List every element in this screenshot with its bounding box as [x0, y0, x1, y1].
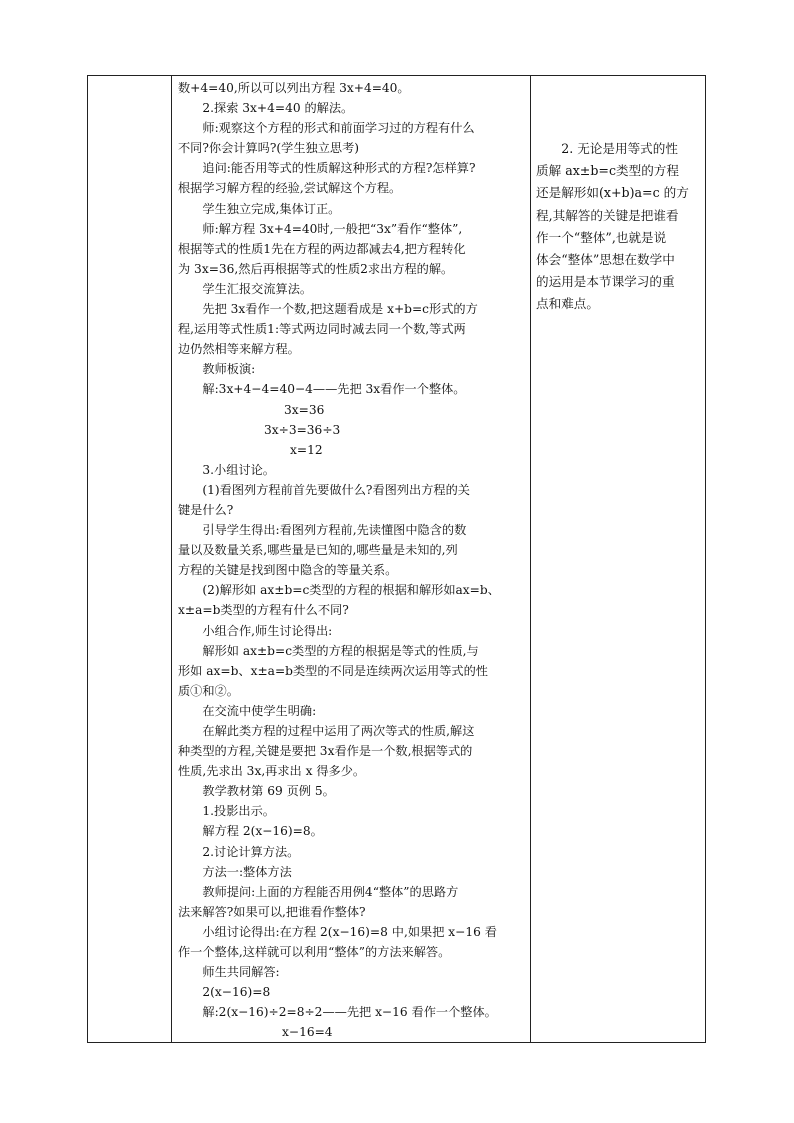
text-line: 性质,先求出 3x,再求出 x 得多少。 — [178, 764, 366, 779]
text-line: 小组讨论得出:在方程 2(x−16)=8 中,如果把 x−16 看 — [202, 924, 497, 939]
teaching-process-cell — [178, 78, 530, 1043]
text-line: 在解此类方程的过程中运用了两次等式的性质,解这 — [202, 724, 475, 738]
note-line: 2. 无论是用等式的性 — [561, 141, 678, 156]
text-line: 解方程 2(x−16)=8。 — [202, 824, 323, 839]
text-line: x±a=b类型的方程有什么不同? — [178, 603, 349, 618]
note-line: 点和难点。 — [536, 296, 599, 312]
equation-line: 3x=36 — [284, 402, 325, 417]
design-intent-cell — [536, 138, 700, 316]
text-line: 学生汇报交流算法。 — [202, 281, 313, 296]
column-divider-right — [530, 76, 531, 1042]
text-line: 作一个整体,这样就可以利用“整体”的方法来解答。 — [178, 945, 451, 960]
text-line: 根据学习解方程的经验,尝试解这个方程。 — [178, 181, 402, 196]
text-line: 教学教材第 69 页例 5。 — [202, 784, 335, 799]
text-line: 解:2(x−16)÷2=8÷2——先把 x−16 看作一个整体。 — [202, 1005, 497, 1020]
text-line: 小组合作,师生讨论得出: — [202, 623, 333, 638]
lesson-table — [87, 75, 706, 1043]
text-line: 根据等式的性质1先在方程的两边都减去4,把方程转化 — [178, 241, 466, 256]
text-line: 边仍然相等来解方程。 — [178, 342, 300, 357]
equation-line: x−16=4 — [282, 1025, 333, 1040]
text-line: 形如 ax=b、x±a=b类型的不同是连续两次运用等式的性 — [178, 663, 488, 678]
equation-line: x=12 — [290, 442, 323, 457]
note-line: 作一个“整体”,也就是说 — [536, 229, 667, 245]
text-line: 追问:能否用等式的性质解这种形式的方程?怎样算? — [202, 161, 476, 176]
text-line: 1.投影出示。 — [202, 804, 275, 819]
column-divider-left — [171, 76, 172, 1042]
text-line: 师生共同解答: — [202, 965, 280, 980]
text-line: 法来解答?如果可以,把谁看作整体? — [178, 904, 366, 919]
text-line: 2(x−16)=8 — [202, 985, 271, 1000]
text-line: 数+4=40,所以可以列出方程 3x+4=40。 — [178, 81, 410, 95]
text-line: 2.探索 3x+4=40 的解法。 — [202, 101, 354, 116]
text-line: 程,运用等式性质1:等式两边同时减去同一个数,等式两 — [178, 322, 466, 337]
text-line: 种类型的方程,关键是要把 3x看作是一个数,根据等式的 — [178, 744, 473, 759]
text-line: 为 3x=36,然后再根据等式的性质2求出方程的解。 — [178, 261, 454, 276]
equation-line: 3x÷3=36÷3 — [264, 422, 341, 437]
text-line: 教师提问:上面的方程能否用例4“整体”的思路方 — [202, 884, 459, 899]
text-line: 解:3x+4−4=40−4——先把 3x看作一个整体。 — [202, 382, 466, 397]
text-line: 学生独立完成,集体订正。 — [202, 201, 341, 216]
text-line: 师:解方程 3x+4=40时,一般把“3x”看作“整体”, — [202, 221, 463, 236]
text-line: (2)解形如 ax±b=c类型的方程的根据和解形如ax=b、 — [202, 583, 500, 598]
text-line: 解形如 ax±b=c类型的方程的根据是等式的性质,与 — [202, 643, 479, 658]
text-line: 引导学生得出:看图列方程前,先读懂图中隐含的数 — [202, 523, 467, 538]
text-line: (1)看图列方程前首先要做什么?看图列出方程的关 — [202, 482, 470, 497]
text-line: 方程的关键是找到图中隐含的等量关系。 — [178, 563, 398, 578]
text-line: 质①和②。 — [178, 683, 239, 698]
text-line: 师:观察这个方程的形式和前面学习过的方程有什么 — [202, 121, 475, 136]
note-line: 的运用是本节课学习的重 — [536, 274, 675, 290]
note-line: 体会“整体”思想在数学中 — [536, 252, 675, 268]
text-line: 键是什么? — [178, 502, 234, 517]
text-line: 2.讨论计算方法。 — [202, 844, 300, 859]
text-line: 3.小组讨论。 — [202, 462, 275, 477]
text-line: 在交流中使学生明确: — [202, 703, 317, 718]
text-line: 量以及数量关系,哪些量是已知的,哪些量是未知的,列 — [178, 543, 458, 558]
text-line: 先把 3x看作一个数,把这题看成是 x+b=c形式的方 — [202, 302, 478, 317]
text-line: 方法一:整体方法 — [202, 864, 292, 879]
note-line: 质解 ax±b=c类型的方程 — [536, 163, 679, 179]
text-line: 不同?你会计算吗?(学生独立思考) — [178, 141, 360, 156]
note-line: 还是解形如(x+b)a=c 的方 — [536, 185, 689, 201]
note-line: 程,其解答的关键是把谁看 — [536, 207, 679, 223]
text-line: 教师板演: — [202, 362, 256, 377]
